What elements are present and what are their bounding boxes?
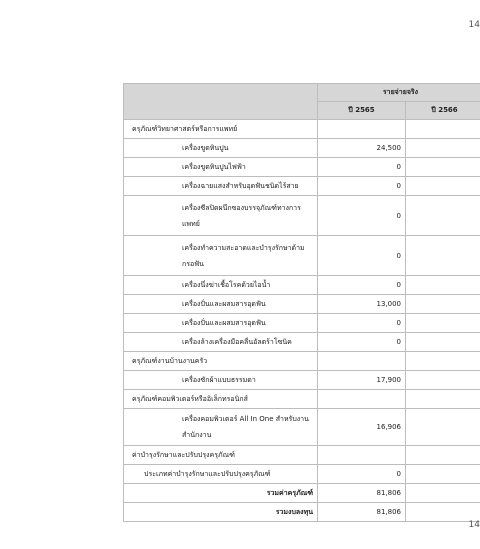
- total-capital-2565: 81,806: [318, 503, 406, 522]
- page-number-top: 14: [468, 20, 480, 30]
- value-2565: 24,500: [318, 139, 406, 158]
- table-row: [124, 390, 480, 409]
- value-2565: 0: [318, 314, 406, 333]
- value-2566: [406, 390, 480, 409]
- value-2565: 0: [318, 177, 406, 196]
- value-2565: 0: [318, 333, 406, 352]
- value-2566: [406, 196, 480, 236]
- item-label: เครื่องนึ่งฆ่าเชื้อโรคด้วยไอน้ำ: [124, 276, 318, 295]
- table-row: [124, 314, 480, 333]
- table-row: [124, 371, 480, 390]
- table-row: [124, 196, 480, 236]
- value-2566: [406, 465, 480, 484]
- table-row: [124, 236, 480, 276]
- value-2565: [318, 390, 406, 409]
- value-2566: [406, 446, 480, 465]
- value-2565: 0: [318, 465, 406, 484]
- table-row: [124, 295, 480, 314]
- year-2565-header: ปี 2565: [318, 102, 406, 120]
- value-2566: [406, 120, 480, 139]
- item-label: เครื่องคอมพิวเตอร์ All In One สำหรับงานสำนักงาน: [124, 409, 318, 446]
- category-label: ครุภัณฑ์งานบ้านงานครัว: [124, 352, 318, 371]
- investment-budget-table: [123, 83, 480, 522]
- table-row: [124, 276, 480, 295]
- item-label: เครื่องปั่นและผสมสารอุดฟัน: [124, 314, 318, 333]
- total-assets-2566: [406, 484, 480, 503]
- total-assets-2565: 81,806: [318, 484, 406, 503]
- total-capital-2566: [406, 503, 480, 522]
- table-row: [124, 177, 480, 196]
- value-2566: [406, 236, 480, 276]
- value-2565: 0: [318, 276, 406, 295]
- actual-expense-header: รายจ่ายจริง: [318, 84, 480, 102]
- item-header: [124, 84, 318, 120]
- year-2566-header: ปี 2566: [406, 102, 480, 120]
- value-2566: [406, 276, 480, 295]
- value-2566: [406, 139, 480, 158]
- total-capital-label: รวมงบลงทุน: [124, 503, 318, 522]
- table-row: [124, 409, 480, 446]
- value-2566: [406, 177, 480, 196]
- value-2565: 13,000: [318, 295, 406, 314]
- value-2566: [406, 295, 480, 314]
- value-2565: 16,906: [318, 409, 406, 446]
- page-number-bottom: 14: [468, 520, 480, 530]
- table-row: [124, 333, 480, 352]
- item-label: เครื่องทำความสะอาดและบำรุงรักษาด้ามกรอฟัน: [124, 236, 318, 276]
- total-assets-row: [124, 484, 480, 503]
- value-2565: [318, 352, 406, 371]
- item-label: เครื่องซีลปิดผนึกซองบรรจุภัณฑ์ทางการแพทย์: [124, 196, 318, 236]
- value-2566: [406, 333, 480, 352]
- table-row: [124, 120, 480, 139]
- value-2565: [318, 446, 406, 465]
- value-2565: 0: [318, 196, 406, 236]
- value-2565: 17,900: [318, 371, 406, 390]
- value-2565: 0: [318, 236, 406, 276]
- total-assets-label: รวมค่าครุภัณฑ์: [124, 484, 318, 503]
- value-2566: [406, 158, 480, 177]
- value-2566: [406, 409, 480, 446]
- table-row: [124, 446, 480, 465]
- category-label: ค่าบำรุงรักษาและปรับปรุงครุภัณฑ์: [124, 446, 318, 465]
- total-capital-row: [124, 503, 480, 522]
- category-label: ครุภัณฑ์วิทยาศาสตร์หรือการแพทย์: [124, 120, 318, 139]
- table-row: [124, 158, 480, 177]
- item-label: เครื่องขูดหินปูนไฟฟ้า: [124, 158, 318, 177]
- value-2566: [406, 371, 480, 390]
- table-row: [124, 139, 480, 158]
- value-2566: [406, 352, 480, 371]
- table-row: [124, 465, 480, 484]
- table-row: [124, 352, 480, 371]
- value-2566: [406, 314, 480, 333]
- value-2565: [318, 120, 406, 139]
- category-label: ครุภัณฑ์คอมพิวเตอร์หรืออิเล็กทรอนิกส์: [124, 390, 318, 409]
- item-label: เครื่องขูดหินปูน: [124, 139, 318, 158]
- value-2565: 0: [318, 158, 406, 177]
- item-label: เครื่องล้างเครื่องมือคลื่นอัลตร้าโซนิค: [124, 333, 318, 352]
- item-label: เครื่องซักผ้าแบบธรรมดา: [124, 371, 318, 390]
- item-label: เครื่องปั่นและผสมสารอุดฟัน: [124, 295, 318, 314]
- item-label: เครื่องฉายแสงสำหรับอุดฟันชนิดไร้สาย: [124, 177, 318, 196]
- item-label: ประเภทค่าบำรุงรักษาและปรับปรุงครุภัณฑ์: [124, 465, 318, 484]
